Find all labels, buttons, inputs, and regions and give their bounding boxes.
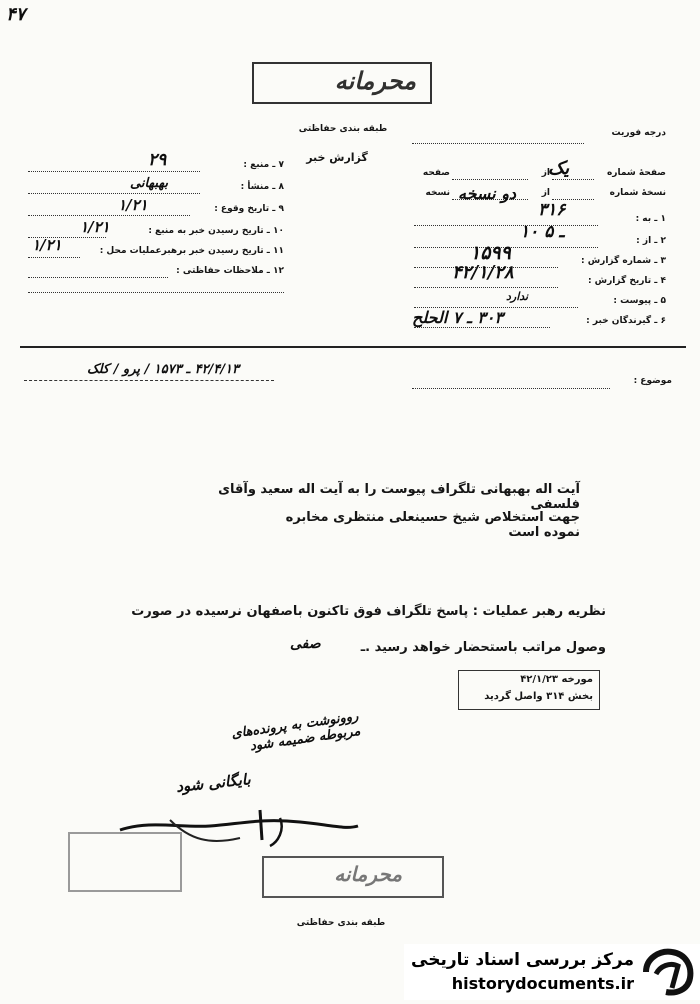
field-report-date-value: ۴۲/۱/۲۸	[452, 262, 514, 283]
classification-top: طبقه بندی حفاظتی	[298, 124, 388, 134]
field-report-date-label: ۴ ـ تاریخ گزارش :	[587, 276, 666, 286]
opinion-line-1: نظریه رهبر عملیات : پاسخ تلگراف فوق تاکنون باصفهان نرسیده در صورت	[131, 604, 606, 619]
page-from-label: از	[541, 168, 550, 178]
copy-number-label: نسخۀ شماره	[609, 188, 666, 198]
opinion-line-2: وصول مراتب باستحضار خواهد رسید .ـ	[360, 640, 606, 655]
field-notes-line	[28, 277, 168, 278]
top-stamp-text: محرمانه	[334, 66, 416, 95]
page-number: ۴۷	[6, 4, 26, 25]
field-event-date-line	[28, 215, 190, 216]
copy-unit: نسخه	[425, 188, 450, 198]
field-to-line	[414, 225, 598, 226]
field-recipients-value: ۳۰۳ ـ ۷ الحلح	[412, 308, 504, 327]
handwritten-note-2: بایگانی شود	[175, 770, 252, 796]
field-event-date-value: ۱/۲۱	[118, 196, 148, 214]
reference-underline	[24, 380, 274, 381]
header-divider	[20, 346, 686, 348]
page-number-value: یک	[548, 158, 570, 179]
subject-line	[412, 388, 610, 389]
field-source-label: ۷ ـ منبع :	[243, 160, 284, 170]
page-number-line	[552, 179, 594, 180]
body-line-1: آیت اله بهبهانی تلگراف پیوست را به آیت اله سعید وآقای فلسفی	[218, 482, 580, 512]
field-attachment-label: ۵ ـ پیوست :	[613, 296, 666, 306]
body-line-2: جهت استخلاص شیخ حسینعلی منتظری مخابره نموده است	[285, 510, 580, 540]
copy-from-label: از	[541, 188, 550, 198]
subject-label: موضوع :	[633, 376, 672, 386]
field-event-date-label: ۹ ـ تاریخ وقوع :	[214, 204, 284, 214]
field-origin-label: ۸ ـ منشأ :	[240, 182, 284, 192]
field-ops-date-line	[28, 257, 80, 258]
copy-from-value: دو نسخه	[458, 184, 517, 203]
report-title: گزارش خبر	[306, 151, 368, 164]
opinion-signature: صفی	[290, 636, 321, 652]
receipt-stamp-line-2: بخش ۳۱۴ واصل گردید	[484, 691, 593, 702]
field-recipients-line	[414, 327, 550, 328]
field-report-date-line	[414, 287, 558, 288]
field-report-number-label: ۳ ـ شماره گزارش :	[581, 256, 666, 266]
handwritten-note-1: روونوشت به پرونده‌های مربوطه ضمیمه شود	[230, 709, 362, 755]
field-source-date-label: ۱۰ ـ تاریخ رسیدن خبر به منبع :	[148, 226, 284, 236]
bottom-stamp-text: محرمانه	[334, 862, 402, 886]
field-report-number-value: ۱۵۹۹	[470, 242, 511, 264]
watermark-url: historydocuments.ir	[451, 974, 634, 993]
page-unit: صفحه	[422, 168, 450, 178]
field-recipients-label: ۶ ـ گیرندگان خبر :	[586, 316, 666, 326]
field-origin-value: بهبهانی	[130, 176, 168, 191]
field-notes-line-2	[28, 292, 284, 293]
receipt-stamp	[458, 670, 600, 710]
faded-stamp-left	[68, 832, 182, 892]
top-stamp	[252, 62, 432, 104]
field-notes-label: ۱۲ ـ ملاحظات حفاظتی :	[176, 266, 284, 276]
field-to-value: ۳۱۶	[538, 200, 566, 220]
field-ops-date-value: ۱/۲۱	[32, 236, 62, 254]
urgency-line	[412, 143, 584, 144]
field-from-label: ۲ ـ از :	[636, 236, 666, 246]
field-from-value: ۱۰ ـ ۵	[520, 222, 565, 242]
field-source-value: ۲۹	[148, 150, 167, 170]
urgency-label: درجه فوریت	[611, 128, 666, 138]
field-ops-date-label: ۱۱ ـ تاریخ رسیدن خبر برهبرعملیات محل :	[99, 246, 284, 256]
field-origin-line	[28, 193, 200, 194]
classification-bottom: طبقه بندی حفاظتی	[296, 918, 386, 928]
reference-line: ۴۲/۴/۱۳ ـ ۱۵۷۳ / پرو / کلک	[86, 362, 240, 377]
field-attachment-value: ندارد	[506, 290, 529, 303]
watermark-name: مرکز بررسی اسناد تاریخی	[411, 950, 634, 970]
watermark-logo-icon	[642, 948, 694, 996]
page-from-line	[452, 179, 528, 180]
page-number-label: صفحۀ شماره	[606, 168, 666, 178]
watermark	[404, 944, 700, 1000]
field-source-date-value: ۱/۲۱	[80, 218, 110, 236]
receipt-stamp-line-1: مورخه ۴۲/۱/۲۳	[520, 674, 593, 685]
field-to-label: ۱ ـ به :	[635, 214, 666, 224]
field-source-line	[28, 171, 200, 172]
bottom-stamp	[262, 856, 444, 898]
